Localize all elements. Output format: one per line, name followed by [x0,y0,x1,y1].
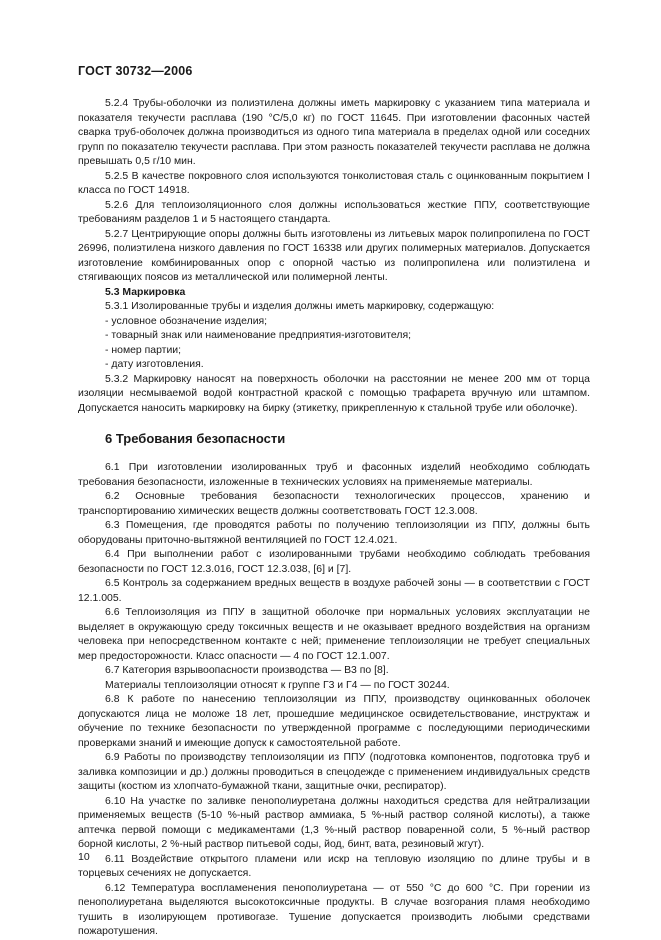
page-header: ГОСТ 30732—2006 [78,64,193,78]
document-body [78,97,590,940]
paragraph-6-4: 6.4 При выполнении работ с изолированными трубами необходимо соблюдать требования безопасности по ГОСТ 12.3.016, ГОСТ 12.3.038, [6] и [7]. [78,549,590,575]
page-number: 10 [78,851,90,863]
list-item: - номер партии; [105,344,182,356]
list-item: - дату изготовления. [105,359,204,370]
paragraph-5-2-6: 5.2.6 Для теплоизоляционного слоя должны использоваться жесткие ППУ, соответствующие требованиям разделов 1 и 5 настоящего стандарта. [78,199,590,225]
paragraph-6-2: 6.2 Основные требования безопасности технологических процессов, хранению и транспортированию химических веществ должны соответствовать ГОСТ 12.3.008. [78,491,590,517]
paragraph-6-12: 6.12 Температура воспламенения пенополиуретана — от 550 °С до 600 °С. При горении из пенополиуретана выделяются высокотоксичные продукты. В случае возгорания пламя необходимо тушить в изолирующем противогазе. Тушение допускается производить любыми средствами пожаротушения. [78,882,590,937]
paragraph-5-3-1: 5.3.1 Изолированные трубы и изделия должны иметь маркировку, содержащую: [105,301,495,312]
paragraph-6-8: 6.8 К работе по нанесению теплоизоляции из ППУ, производству оцинкованных оболочек допускаются лица не моложе 18 лет, прошедшие медицинское освидетельствование, инструктаж и обучение по технике безопасности по утвержденной программе с последующими периодическими проверками знаний и имеющие допуск к самостоятельной работе. [78,694,590,749]
paragraph-5-2-4: 5.2.4 Трубы-оболочки из полиэтилена должны иметь маркировку с указанием типа материала и показателя текучести расплава (190 °С/5,0 кг) по ГОСТ 11645. При изготовлении фасонных частей сварка труб-оболочек должна производиться из одного типа материала в пределах одной или соседних групп по показателю текучести расплава. При этом разность показателей текучести расплава не должна превышать 0,5 г/10 мин. [78,98,590,167]
list-item: - товарный знак или наименование предприятия-изготовителя; [105,330,412,341]
paragraph-6-10: 6.10 На участке по заливке пенополиуретана должны находиться средства для нейтрализации применяемых веществ (5-10 %-ный раствор аммиака, 5 %-ный раствор соляной кислоты), а также аптечка первой помощи с медикаментами (1,3 %-ный раствор поваренной соли, 5 %-ный раствор борной кислоты, 2 %-ный раствор питьевой соды, йод, бинт, вата, резиновый жгут). [78,795,590,850]
paragraph-6-11: 6.11 Воздействие открытого пламени или искр на тепловую изоляцию по длине трубы и в торцевых сечениях не допускается. [78,853,590,879]
paragraph-6-7-materials: Материалы теплоизоляции относят к группе Г3 и Г4 — по ГОСТ 30244. [105,679,450,691]
paragraph-5-3-2: 5.3.2 Маркировку наносят на поверхность оболочки на расстоянии не менее 200 мм от торца изоляции несмываемой водой контрастной краской с помощью трафарета вручную или штампом. Допускается наносить маркировку на бирку (этикетку, прикрепленную к стальной трубе или оболочке). [78,373,590,414]
paragraph-6-1: 6.1 При изготовлении изолированных труб и фасонных изделий необходимо соблюдать требования безопасности, изложенные в технических условиях на применяемые материалы. [78,462,590,488]
paragraph-6-3: 6.3 Помещения, где проводятся работы по получению теплоизоляции из ППУ, должны быть оборудованы приточно-вытяжной вентиляцией по ГОСТ 12.4.021. [78,520,590,546]
paragraph-6-6: 6.6 Теплоизоляция из ППУ в защитной оболочке при нормальных условиях эксплуатации не выделяет в окружающую среду токсичных веществ и не оказывает вредного воздействия на организм человека при непосредственном контакте с ней; применение теплоизоляции не требует специальных мер предосторожности. Класс опасности — 4 по ГОСТ 12.1.007. [78,607,590,662]
list-item: - условное обозначение изделия; [105,315,268,327]
paragraph-5-2-5: 5.2.5 В качестве покровного слоя используются тонколистовая сталь с оцинкованным покрытием I класса по ГОСТ 14918. [78,170,590,196]
paragraph-6-7: 6.7 Категория взрывоопасности производства — В3 по [8]. [105,665,389,676]
paragraph-5-2-7: 5.2.7 Центрирующие опоры должны быть изготовлены из литьевых марок полипропилена по ГОСТ 26996, полиэтилена низкого давления по ГОСТ 16338 или других полимерных материалов. Допускается изготовление комбинированных опор с опорной частью из полипропилена или полиэтилена и стягивающих поясов из металлической или полимерной ленты. [78,228,590,283]
subsection-heading-5-3: 5.3 Маркировка [105,286,186,298]
paragraph-6-9: 6.9 Работы по производству теплоизоляции из ППУ (подготовка компонентов, подготовка труб и заливка композиции и др.) должны проводиться в спецодежде с применением индивидуальных средств защиты (костюм из хлопчато-бумажной ткани, защитные очки, респиратор). [78,752,590,792]
paragraph-6-5: 6.5 Контроль за содержанием вредных веществ в воздухе рабочей зоны — в соответствии с ГОСТ 12.1.005. [78,578,590,604]
section-heading-6: 6 Требования безопасности [105,431,286,446]
